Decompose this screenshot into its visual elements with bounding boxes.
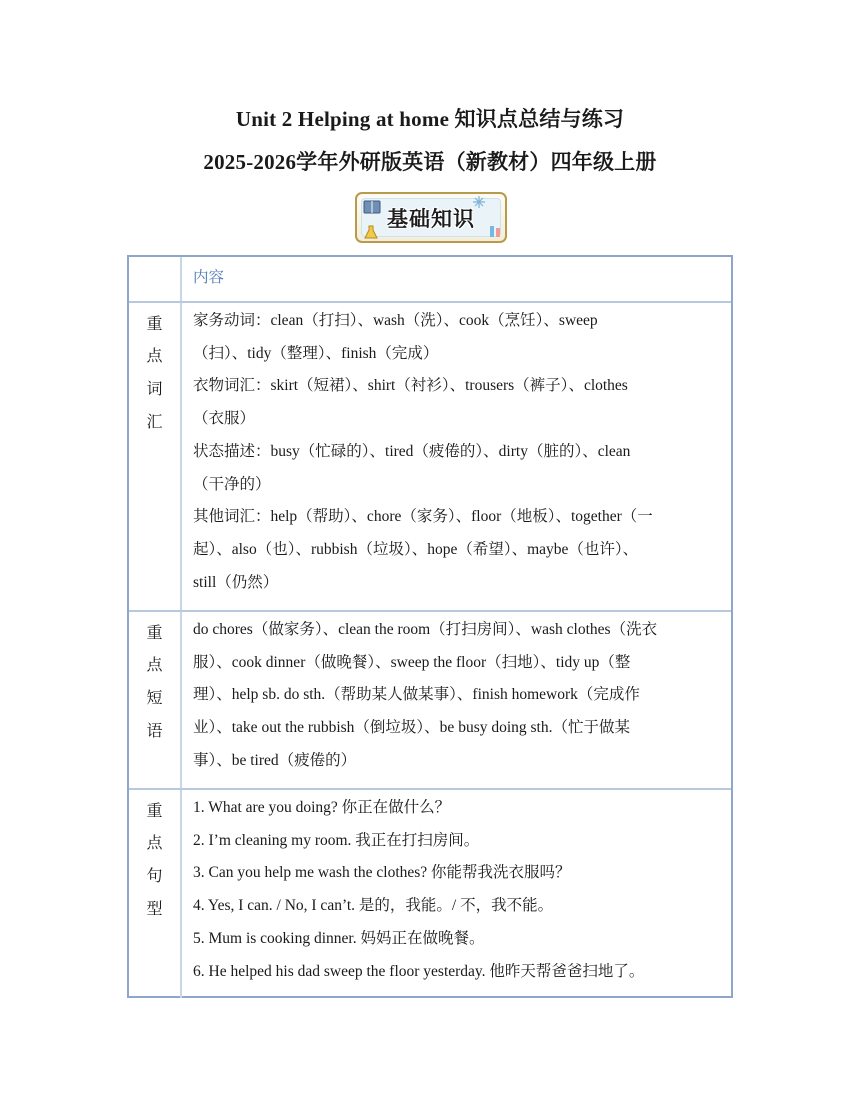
section-content-cell	[193, 305, 721, 599]
header-content-cell: 内容	[193, 268, 225, 286]
content-line: 起）、also（也）、rubbish（垃圾）、hope（希望）、maybe（也许）、	[193, 540, 639, 558]
content-line: 理）、help sb. do sth.（帮助某人做某事）、finish homework（完成作	[193, 686, 640, 704]
page-title: Unit 2 Helping at home 知识点总结与练习	[235, 107, 625, 131]
content-line: 4. Yes, I can. / No, I can’t. 是的，我能。/ 不，我不能。	[193, 897, 554, 915]
content-line: 其他词汇：help（帮助）、chore（家务）、floor（地板）、together（一	[193, 508, 653, 526]
section-label-cell: 重 点 短 语	[129, 612, 182, 788]
header-label-cell	[129, 257, 182, 301]
section-content-cell	[193, 614, 721, 778]
section-label-cell: 重 点 句 型	[129, 790, 182, 998]
content-line: 家务动词：clean（打扫）、wash（洗）、cook（烹饪）、sweep	[193, 312, 598, 329]
section-phrases	[129, 610, 731, 788]
content-line: 事）、be tired（疲倦的）	[193, 751, 357, 769]
badge-label: 基础知识	[387, 207, 475, 231]
content-line: （衣服）	[193, 410, 256, 428]
table-header-row	[129, 257, 731, 301]
content-line: 1. What are you doing? 你正在做什么？	[193, 799, 451, 816]
content-line: 服）、cook dinner（做晚餐）、sweep the floor（扫地）、tidy up（整	[193, 653, 631, 671]
section-label-cell: 重 点 词 汇	[129, 303, 182, 610]
section-vocabulary	[129, 301, 731, 610]
content-line: （扫）、tidy（整理）、finish（完成）	[193, 344, 439, 362]
section-content-cell	[193, 792, 721, 988]
content-line: （干净的）	[193, 475, 271, 493]
content-line: 5. Mum is cooking dinner. 妈妈正在做晚餐。	[193, 929, 485, 947]
content-line: 6. He helped his dad sweep the floor yesterday. 他昨天帮爸爸扫地了。	[193, 962, 645, 980]
content-line: 3. Can you help me wash the clothes? 你能帮我洗衣服吗？	[193, 864, 571, 882]
section-badge	[355, 192, 507, 243]
page-subtitle: 2025-2026学年外研版英语（新教材）四年级上册	[203, 150, 657, 174]
content-line: 2. I’m cleaning my room. 我正在打扫房间。	[193, 831, 480, 849]
content-line: 状态描述：busy（忙碌的）、tired（疲倦的）、dirty（脏的）、clean	[193, 442, 631, 460]
section-sentences	[129, 788, 731, 998]
content-line: still（仍然）	[193, 573, 279, 591]
knowledge-table	[127, 255, 733, 998]
content-line: 业）、take out the rubbish（倒垃圾）、be busy doing sth.（忙于做某	[193, 719, 630, 737]
content-line: 衣物词汇：skirt（短裙）、shirt（衬衫）、trousers（裤子）、clothes	[193, 377, 628, 395]
content-line: do chores（做家务）、clean the room（打扫房间）、wash clothes（洗衣	[193, 621, 658, 638]
